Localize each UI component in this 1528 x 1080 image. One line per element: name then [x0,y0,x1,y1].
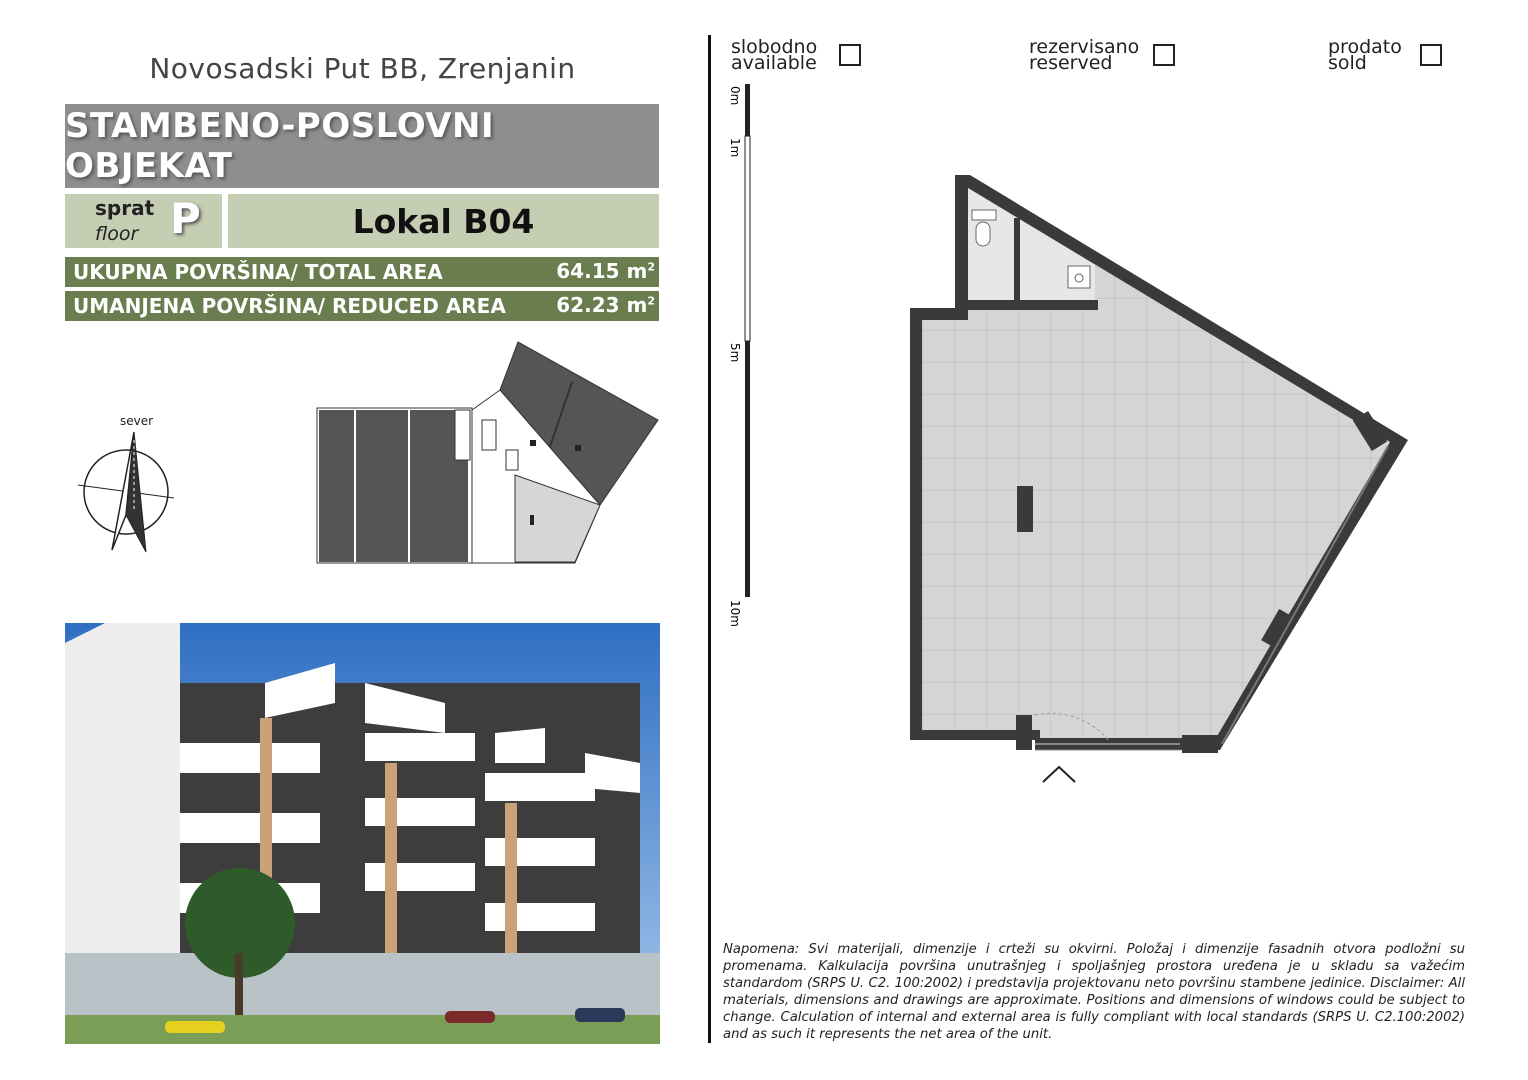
total-area-unit-sup: 2 [647,260,655,274]
total-area-row [65,257,659,287]
reduced-area-value-wrap [556,293,655,317]
scale-tick-1m: 1m [728,138,742,158]
building-render-image [65,623,660,1044]
unit-name: Lokal B04 [352,201,535,241]
scale-bar [725,80,765,640]
total-area-value: 64.15 m [556,259,648,283]
sold-checkbox[interactable] [1420,44,1442,66]
legend-sold-sr: prodato [1328,36,1402,58]
floor-value: P [170,194,201,243]
available-checkbox[interactable] [839,44,861,66]
reduced-area-unit-sup: 2 [647,294,655,308]
floor-label-sr: sprat [95,196,155,220]
scale-tick-10m: 10m [728,600,742,627]
vertical-divider [708,35,711,1043]
legend-reserved-sr: rezervisano [1029,36,1140,58]
legend-available-sr: slobodno [731,36,818,58]
unit-name-box [228,194,659,248]
scale-tick-5m: 5m [728,343,742,363]
legend-available-label [731,36,818,74]
legend-reserved-label [1029,36,1140,74]
unit-floor-plan [890,170,1420,790]
legend-reserved-en: reserved [1029,52,1113,74]
north-arrow-icon [76,430,186,558]
reduced-area-row [65,291,659,321]
address-text: Novosadski Put BB, Zrenjanin [149,52,576,85]
building-type-title: STAMBENO-POSLOVNI OBJEKAT [65,106,495,186]
compass-label: sever [120,414,154,428]
disclaimer-text: Napomena: Svi materijali, dimenzije i crteži su okvirni. Položaj i dimenzije fasadnih otvora podložni su promenama. Kalkulacija površina unutrašnjeg i spoljašnjeg prostora uređena je u skladu sa važećim standardom (SRPS U. C2. 100:2002) i predstavlja projektovanu neto površinu stambene jedinice. Disclaimer: All materials, dimensions and drawings are approximate. Positions and dimensions of windows could be subject to change. Calculation of internal and external area is fully compliant with local standards (SRPS U. C2.100:2002) and as such it represents the net area of the unit. [723,942,1465,1042]
total-area-value-wrap [556,259,655,283]
reduced-area-label: UMANJENA POVRŠINA/ REDUCED AREA [73,294,506,318]
entrance-arrow-icon [1041,764,1077,784]
scale-tick-0m: 0m [728,86,742,106]
total-area-label: UKUPNA POVRŠINA/ TOTAL AREA [73,260,443,284]
reduced-area-value: 62.23 m [556,293,648,317]
legend-sold-label [1328,36,1402,74]
key-plan [310,340,662,570]
legend-available-en: available [731,52,817,74]
floor-label-en: floor [95,223,139,245]
building-type-banner [65,104,659,188]
reserved-checkbox[interactable] [1153,44,1175,66]
legend-sold-en: sold [1328,52,1367,74]
